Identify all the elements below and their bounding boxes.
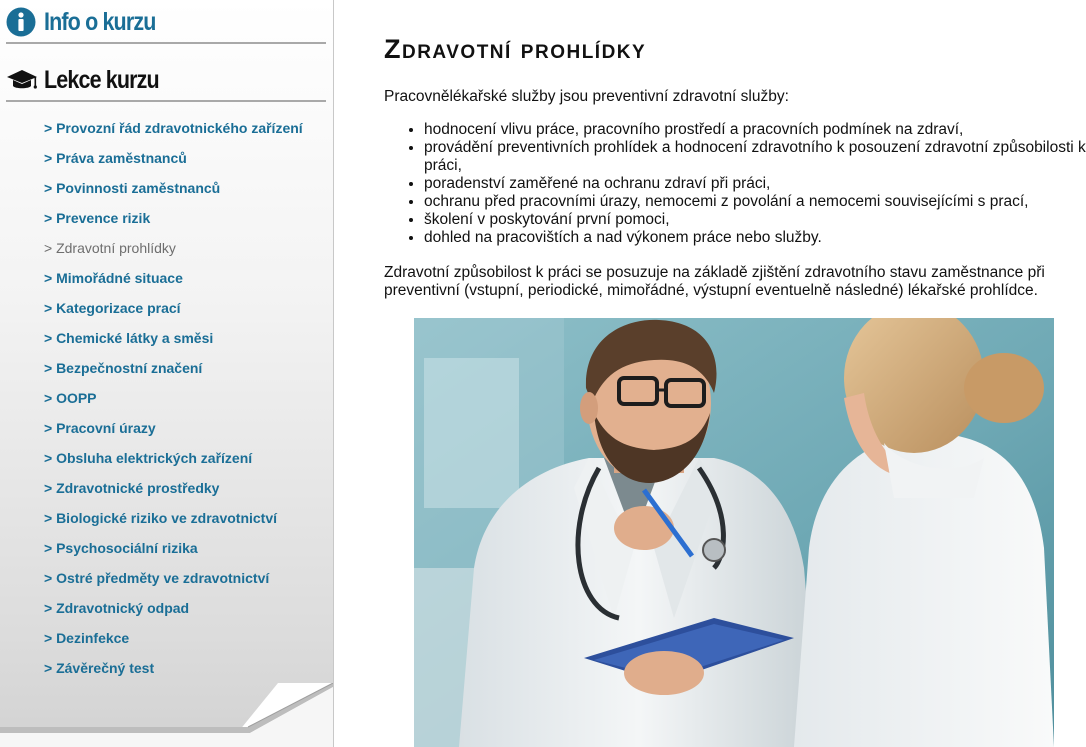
info-icon [6, 7, 36, 37]
lesson-link-psychosocialni-rizika[interactable]: > Psychosociální rizika [44, 540, 198, 556]
lesson-link-chemicke-latky[interactable]: > Chemické látky a směsi [44, 330, 214, 346]
intro-text: Pracovnělékařské služby jsou preventivní zdravotní služby: [384, 88, 789, 105]
lesson-link-obsluha-elektrickych-zarizeni[interactable]: > Obsluha elektrických zařízení [44, 450, 253, 466]
course-lessons-heading: Lekce kurzu [44, 66, 159, 94]
lesson-nav-list [44, 117, 303, 687]
doctor-patient-photo [414, 318, 1054, 747]
sidebar-page-curl [0, 683, 333, 747]
lesson-link-provozni-rad[interactable]: > Provozní řád zdravotnického zařízení [44, 120, 303, 136]
lesson-link-povinnosti-zamestnancu[interactable]: > Povinnosti zaměstnanců [44, 180, 221, 196]
fitness-paragraph: Zdravotní způsobilost k práci se posuzuje na základě zjištění zdravotního stavu zaměstnance při preventivní (vstupní, periodické, mimořádné, výstupní eventuelně následné) lékařské prohlídce. [384, 264, 1045, 299]
lesson-link-zdravotnicky-odpad[interactable]: > Zdravotnický odpad [44, 600, 190, 616]
list-item: • poradenství zaměřené na ochranu zdraví při práci, [424, 175, 1086, 193]
course-info-heading: Info o kurzu [44, 8, 156, 36]
lesson-link-mimoradne-situace[interactable]: > Mimořádné situace [44, 270, 183, 286]
list-item: • dohled na pracovištích a nad výkonem práce nebo služby. [424, 229, 1086, 247]
list-item: • hodnocení vlivu práce, pracovního prostředí a pracovních podmínek na zdraví, [424, 121, 1086, 139]
list-item: • provádění preventivních prohlídek a hodnocení zdravotního k posouzení zdravotní způsobilosti k práci, [424, 139, 1086, 175]
lesson-link-pracovni-urazy[interactable]: > Pracovní úrazy [44, 420, 156, 436]
lesson-link-zaverecny-test[interactable]: > Závěrečný test [44, 660, 155, 676]
lesson-link-zdravotnicke-prostredky[interactable]: > Zdravotnické prostředky [44, 480, 220, 496]
main-content [384, 0, 1086, 747]
lesson-link-oopp[interactable]: > OOPP [44, 390, 97, 406]
lesson-link-biologicke-riziko[interactable]: > Biologické riziko ve zdravotnictví [44, 510, 278, 526]
services-list [384, 121, 1086, 247]
course-lessons-heading-block [6, 62, 326, 102]
lesson-link-kategorizace-praci[interactable]: > Kategorizace prací [44, 300, 181, 316]
course-info-link[interactable] [6, 4, 326, 44]
sidebar [0, 0, 334, 747]
lesson-link-prava-zamestnancu[interactable]: > Práva zaměstnanců [44, 150, 187, 166]
lesson-link-ostre-predmety[interactable]: > Ostré předměty ve zdravotnictví [44, 570, 270, 586]
page-title: Zdravotní prohlídky [384, 34, 647, 64]
lesson-link-bezpecnostni-znaceni[interactable]: > Bezpečnostní značení [44, 360, 203, 376]
graduation-cap-icon [6, 69, 38, 91]
lesson-link-zdravotni-prohlidky[interactable]: > Zdravotní prohlídky [44, 240, 176, 256]
list-item: • školení v poskytování první pomoci, [424, 211, 1086, 229]
lesson-link-prevence-rizik[interactable]: > Prevence rizik [44, 210, 151, 226]
lesson-link-dezinfekce[interactable]: > Dezinfekce [44, 630, 130, 646]
list-item: • ochranu před pracovními úrazy, nemocemi z povolání a nemocemi souvisejícími s prací, [424, 193, 1086, 211]
